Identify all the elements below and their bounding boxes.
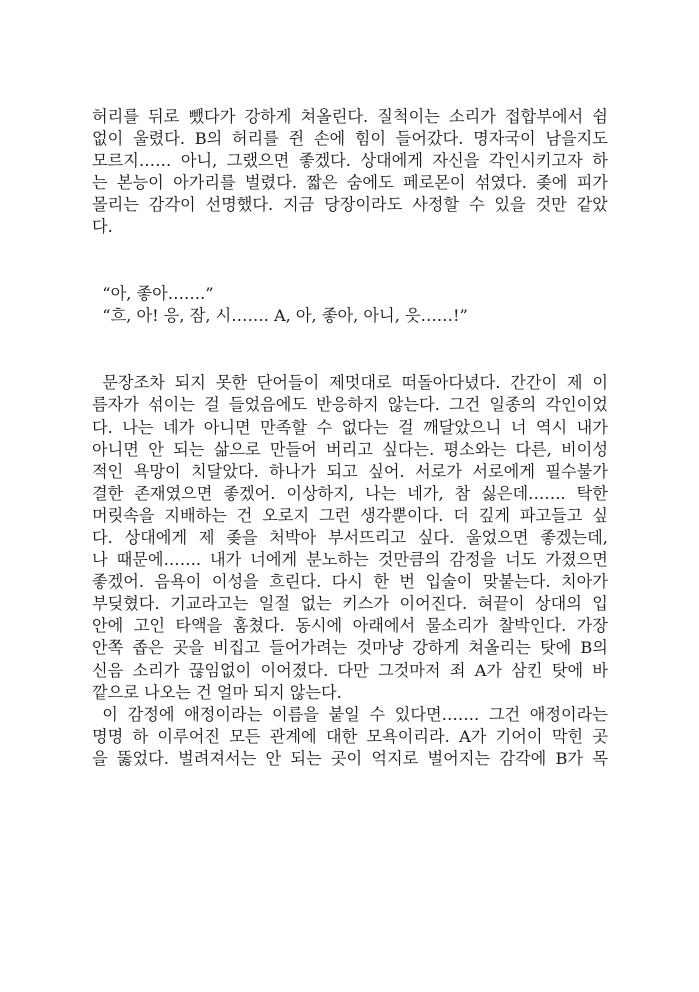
- text-line: 부딪혔다. 기교라고는 일절 없는 키스가 이어진다. 혀끝이 상대의 입: [92, 594, 608, 614]
- paragraph-3: [92, 372, 608, 703]
- dialogue-line: “아, 좋아…….”: [92, 284, 214, 304]
- text-line: 모르지…… 아니, 그랬으면 좋겠다. 상대에게 자신을 각인시키고자 하: [92, 151, 608, 171]
- text-line: 안쪽 좁은 곳을 비집고 들어가려는 것마냥 강하게 쳐올리는 탓에 B의: [92, 638, 608, 658]
- text-line: 다.: [92, 217, 113, 237]
- text-line: 나 때문에……. 내가 너에게 분노하는 것만큼의 감정을 너도 가졌으면: [92, 550, 608, 570]
- text-line: 문장조차 되지 못한 단어들이 제멋대로 떠돌아다녔다. 간간이 제 이: [92, 373, 608, 393]
- document-page: [92, 106, 608, 770]
- text-line: 머릿속을 지배하는 건 오로지 그런 생각뿐이다. 더 깊게 파고들고 싶: [92, 505, 608, 525]
- text-line: 몰리는 감각이 선명했다. 지금 당장이라도 사정할 수 있을 것만 같았: [92, 195, 608, 215]
- text-line: 적인 욕망이 치달았다. 하나가 되고 싶어. 서로가 서로에게 필수불가: [92, 461, 608, 481]
- blank-line: [92, 350, 608, 372]
- blank-line: [92, 261, 608, 283]
- text-line: 좋겠어. 음욕이 이성을 흐린다. 다시 한 번 입술이 맞붙는다. 치아가: [92, 572, 608, 592]
- blank-line: [92, 239, 608, 261]
- text-line: 없이 울렸다. B의 허리를 쥔 손에 힘이 들어갔다. 명자국이 남을지도: [92, 129, 608, 149]
- dialogue-block: [92, 283, 608, 327]
- text-line: 깥으로 나오는 건 얼마 되지 않는다.: [92, 682, 342, 702]
- text-line: 결한 존재였으면 좋겠어. 이상하지, 나는 네가, 참 싫은데……. 탁한: [92, 483, 608, 503]
- text-line: 는 본능이 아가리를 벌렸다. 짧은 숨에도 페로몬이 섞였다. 좆에 피가: [92, 173, 608, 193]
- blank-line: [92, 328, 608, 350]
- paragraph-1: [92, 106, 608, 239]
- text-line: 명명 하 이루어진 모든 관계에 대한 모욕이리라. A가 기어이 막힌 곳: [92, 726, 608, 746]
- text-line: 다. 나는 네가 아니면 만족할 수 없다는 걸 깨달았으니 너 역시 내가: [92, 417, 608, 437]
- text-line: 신음 소리가 끊임없이 이어졌다. 다만 그것마저 죄 A가 삼킨 탓에 바: [92, 660, 608, 680]
- text-line: 이 감정에 애정이라는 이름을 붙일 수 있다면……. 그건 애정이라는: [92, 704, 608, 724]
- text-line: 아니면 안 되는 삶으로 만들어 버리고 싶다는. 평소와는 다른, 비이성: [92, 439, 608, 459]
- paragraph-4: [92, 704, 608, 770]
- text-line: 안에 고인 타액을 훔쳤다. 동시에 아래에서 물소리가 찰박인다. 가장: [92, 616, 608, 636]
- text-line: 다. 상대에게 제 좆을 처박아 부서뜨리고 싶다. 울었으면 좋겠는데,: [92, 527, 608, 547]
- text-line: 름자가 섞이는 걸 들었음에도 반응하지 않는다. 그건 일종의 각인이었: [92, 395, 608, 415]
- dialogue-line: “흐, 아! 응, 잠, 시……. A, 아, 좋아, 아니, 읏……!”: [92, 306, 468, 326]
- text-line: 을 뚫었다. 벌려져서는 안 되는 곳이 억지로 벌어지는 감각에 B가 목: [92, 748, 608, 768]
- text-line: 허리를 뒤로 뺐다가 강하게 쳐올린다. 질척이는 소리가 접합부에서 쉼: [92, 107, 608, 126]
